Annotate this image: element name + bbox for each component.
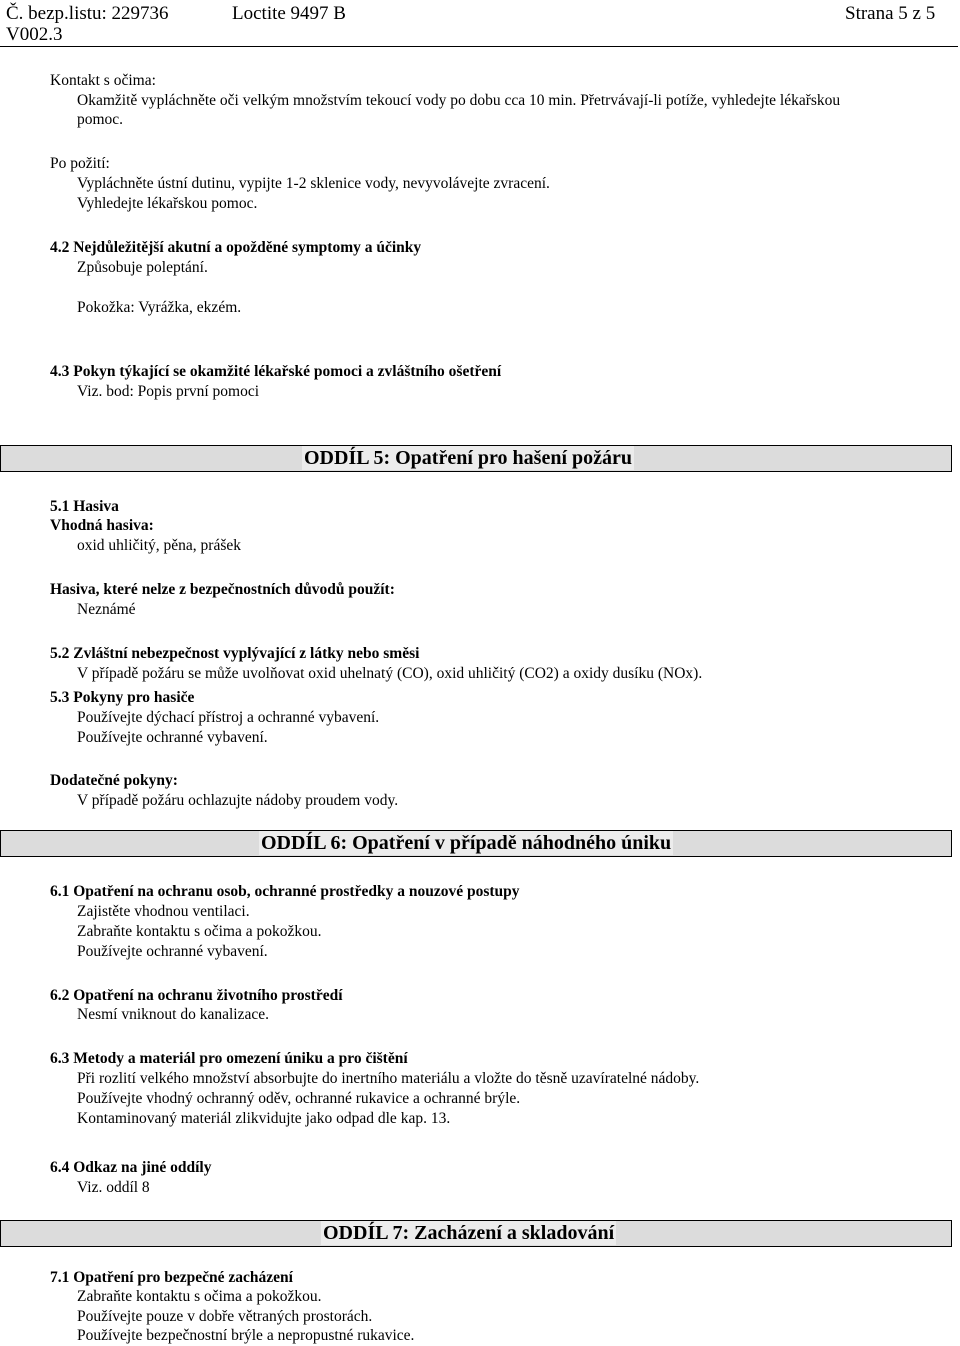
subsection-4-2-skin: Pokožka: Vyrážka, ekzém. [77, 299, 242, 316]
section-5-title: ODDÍL 5: Opatření pro hašení požáru [304, 447, 632, 469]
subsection-6-1-text-2: Zabraňte kontaktu s očima a pokožkou. [77, 923, 322, 940]
version: V002.3 [6, 24, 63, 45]
subsection-6-4-text: Viz. oddíl 8 [77, 1179, 150, 1196]
subsection-4-3-heading: 4.3 Pokyn týkající se okamžité lékařské pomoci a zvláštního ošetření [50, 363, 502, 380]
unsuitable-media-label: Hasiva, které nelze z bezpečnostních důvodů použít: [50, 581, 395, 598]
subsection-6-3-text-3: Kontaminovaný materiál zlikvidujte jako odpad dle kap. 13. [77, 1110, 451, 1127]
subsection-5-3-text-2: Používejte ochranné vybavení. [77, 729, 268, 746]
subsection-6-2-heading: 6.2 Opatření na ochranu životního prostředí [50, 987, 343, 1004]
suitable-media-text: oxid uhličitý, pěna, prášek [77, 537, 241, 554]
eye-contact-text: Okamžitě vypláchněte oči velkým množstvím tekoucí vody po dobu cca 10 min. Přetrvávají-li potíže, vyhledejte lékařskou [77, 92, 841, 109]
subsection-4-3-text: Viz. bod: Popis první pomoci [77, 383, 260, 400]
ingestion-text: Vypláchněte ústní dutinu, vypijte 1-2 sklenice vody, nevyvolávejte zvracení. [77, 175, 550, 192]
subsection-4-2-text: Způsobuje poleptání. [77, 259, 208, 276]
subsection-5-1-heading: 5.1 Hasiva [50, 498, 119, 515]
subsection-6-1-heading: 6.1 Opatření na ochranu osob, ochranné prostředky a nouzové postupy [50, 883, 520, 900]
subsection-5-3-text: Používejte dýchací přístroj a ochranné vybavení. [77, 709, 380, 726]
unsuitable-media-text: Neznámé [77, 601, 136, 618]
additional-info-text: V případě požáru ochlazujte nádoby proudem vody. [77, 792, 399, 809]
page-number: Strana 5 z 5 [845, 3, 936, 24]
additional-info-label: Dodatečné pokyny: [50, 772, 178, 789]
subsection-6-3-heading: 6.3 Metody a materiál pro omezení úniku a pro čištění [50, 1050, 408, 1067]
page-header [0, 0, 960, 48]
subsection-7-1-heading: 7.1 Opatření pro bezpečné zacházení [50, 1269, 293, 1286]
subsection-4-2-heading: 4.2 Nejdůležitější akutní a opožděné symptomy a účinky [50, 239, 422, 256]
subsection-5-3-heading: 5.3 Pokyny pro hasiče [50, 689, 195, 706]
ingestion-label: Po požití: [50, 155, 110, 172]
header-divider [0, 46, 958, 47]
subsection-7-1-text-2: Používejte pouze v dobře větraných prostorách. [77, 1308, 373, 1325]
subsection-6-1-text-3: Používejte ochranné vybavení. [77, 943, 268, 960]
subsection-7-1-text-3: Používejte bezpečnostní brýle a nepropustné rukavice. [77, 1327, 415, 1344]
subsection-6-3-text: Při rozlití velkého množství absorbujte do inertního materiálu a vložte do těsně uzavíratelné nádoby. [77, 1070, 700, 1087]
section-6-title: ODDÍL 6: Opatření v případě náhodného úniku [261, 832, 672, 854]
eye-contact-label: Kontakt s očima: [50, 72, 156, 89]
subsection-7-1-text: Zabraňte kontaktu s očima a pokožkou. [77, 1288, 322, 1305]
section-7-title: ODDÍL 7: Zacházení a skladování [323, 1222, 615, 1244]
subsection-5-2-heading: 5.2 Zvláštní nebezpečnost vyplývající z látky nebo směsi [50, 645, 420, 662]
ingestion-text-2: Vyhledejte lékařskou pomoc. [77, 195, 258, 212]
eye-contact-text-cont: pomoc. [77, 111, 124, 128]
subsection-5-2-text: V případě požáru se může uvolňovat oxid uhelnatý (CO), oxid uhličitý (CO2) a oxidy dusíku (NOx). [77, 665, 703, 682]
subsection-6-1-text: Zajistěte vhodnou ventilaci. [77, 903, 250, 920]
product-name: Loctite 9497 B [232, 3, 346, 24]
subsection-6-4-heading: 6.4 Odkaz na jiné oddíly [50, 1159, 212, 1176]
subsection-6-3-text-2: Používejte vhodný ochranný oděv, ochranné rukavice a ochranné brýle. [77, 1090, 521, 1107]
suitable-media-label: Vhodná hasiva: [50, 517, 154, 534]
sheet-number: Č. bezp.listu: 229736 [6, 3, 169, 24]
subsection-6-2-text: Nesmí vniknout do kanalizace. [77, 1006, 269, 1023]
